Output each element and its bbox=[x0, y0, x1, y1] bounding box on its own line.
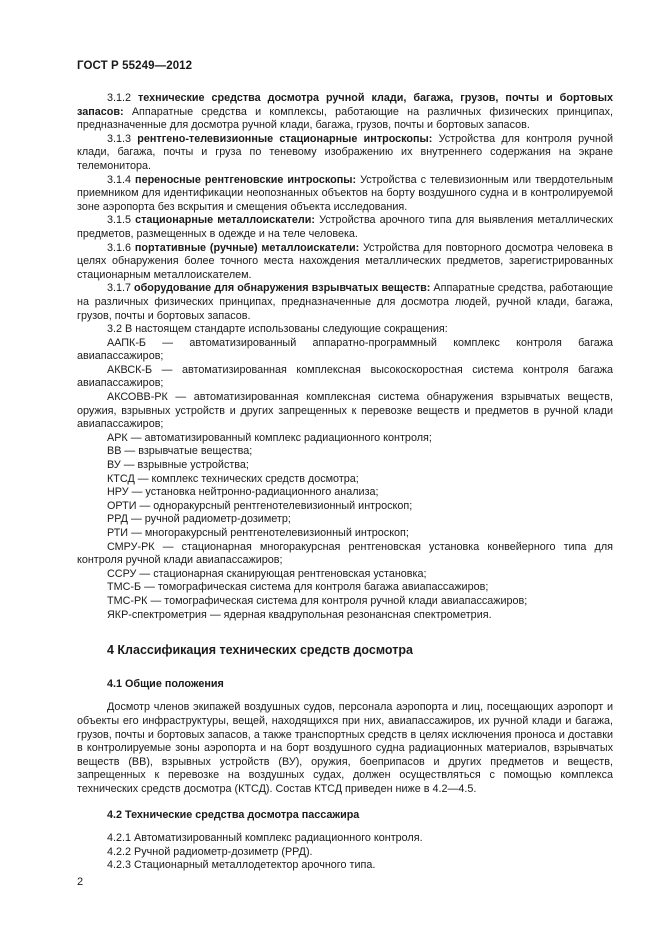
list-item: ТМС-Б — томографическая система для контроля багажа авиапассажиров; bbox=[107, 581, 489, 594]
definition-3-1-2: 3.1.2 технические средства досмотра ручной клади, багажа, грузов, почты и бортовых запасов: Аппаратные средства и комплексы, работающие на различных физических принципах, предназначенные для досмотра ручной клади, багажа, грузов, почты и бортовых запасов. bbox=[77, 92, 614, 132]
definition-3-1-4: 3.1.4 переносные рентгеновские интроскопы: Устройства с телевизионным или твердотельным приемником для идентификации неопознанных объектов на борту воздушного судна и в контролируемой зоне аэропорта без вскрытия и смещения объекта исследования. bbox=[77, 173, 614, 213]
section-4-heading: 4 Классификация технических средств досмотра bbox=[107, 643, 413, 658]
page-number: 2 bbox=[77, 876, 84, 888]
list-item: 4.2.2 Ручной радиометр-дозиметр (РРД). bbox=[107, 845, 313, 858]
list-item: АРК — автоматизированный комплекс радиационного контроля; bbox=[107, 431, 432, 444]
definition-3-1-5: 3.1.5 стационарные металлоискатели: Устройства арочного типа для выявления металлических предметов, размещенных в одежде и на теле человека. bbox=[77, 214, 614, 240]
list-item: ТМС-РК — томографическая система для контроля ручной клади авиапассажиров; bbox=[107, 594, 528, 607]
definition-3-1-3: 3.1.3 рентгено-телевизионные стационарные интроскопы: Устройства для контроля ручной клади, багажа, почты и груза по теневому изображению их внутреннего содержания на экране телемонитора. bbox=[77, 132, 614, 172]
abbreviations-list bbox=[77, 337, 613, 622]
list-item: 4.2.3 Стационарный металлодетектор арочного типа. bbox=[107, 859, 376, 872]
list-item: РРД — ручной радиометр-дозиметр; bbox=[107, 513, 291, 526]
list-item: АКСОВВ-РК — автоматизированная комплексная система обнаружения взрывчатых веществ, оружия, взрывных устройств и других запрещенных к перевозке веществ и предметов в ручной клади авиапассажиров; bbox=[77, 391, 613, 431]
list-item: 4.2.1 Автоматизированный комплекс радиационного контроля. bbox=[107, 832, 423, 845]
list-item: ВВ — взрывчатые вещества; bbox=[107, 445, 253, 458]
section-4-1-heading: 4.1 Общие положения bbox=[107, 677, 224, 690]
list-item: ААПК-Б — автоматизированный аппаратно-программный комплекс контроля багажа авиапассажиров; bbox=[77, 336, 613, 363]
section-4-1-text: Досмотр членов экипажей воздушных судов, персонала аэропорта и лиц, посещающих аэропорт и объекты его инфраструктуры, вещей, находящихся при них, авиапассажиров, их ручной клади и багажа, грузов, почты и бортовых запасов, а также транспортных средств в целях исключения проноса и доставки в контролируемые зоны аэропорта и на борт воздушного судна радиационных материалов, взрывчатых веществ (ВВ), взрывных устройств (ВУ), оружия, боеприпасов и других предметов и веществ, запрещенных к перевозке на воздушных судах, должен осуществляться с помощью комплекса технических средств досмотра (КТСД). Состав КТСД приведен ниже в 4.2—4.5. bbox=[77, 701, 613, 795]
definition-3-1-6: 3.1.6 портативные (ручные) металлоискатели: Устройства для повторного досмотра человека в целях обнаружения более точного места нахождения металлических предметов, зарегистрированных стационарным металлоискателем. bbox=[77, 241, 613, 281]
section-4-2-heading: 4.2 Технические средства досмотра пассажира bbox=[107, 808, 360, 821]
document-header: ГОСТ Р 55249—2012 bbox=[77, 60, 193, 72]
list-item: ВУ — взрывные устройства; bbox=[107, 459, 249, 472]
list-item: СМРУ-РК — стационарная многоракурсная рентгеновская установка конвейерного типа для контроля ручной клади авиапассажиров; bbox=[77, 540, 613, 567]
definition-3-1-7: 3.1.7 оборудование для обнаружения взрывчатых веществ: Аппаратные средства, работающие на различных физических принципах, предназначенные для досмотра людей, ручной клади, багажа, грузов, почты и бортовых запасов. bbox=[77, 282, 614, 322]
list-item: ОРТИ — одноракурсный рентгенотелевизионный интроскоп; bbox=[107, 499, 413, 512]
list-item: РТИ — многоракурсный рентгенотелевизионный интроскоп; bbox=[107, 527, 409, 539]
section-4-2-list bbox=[77, 832, 613, 873]
list-item: ЯКР-спектрометрия — ядерная квадрупольная резонансная спектрометрия. bbox=[107, 608, 492, 621]
page-content bbox=[77, 92, 613, 873]
list-item: НРУ — установка нейтронно-радиационного анализа; bbox=[107, 486, 379, 499]
list-item: КТСД — комплекс технических средств досмотра; bbox=[107, 472, 359, 485]
list-item: ССРУ — стационарная сканирующая рентгеновская установка; bbox=[107, 567, 427, 580]
list-item: АКВСК-Б — автоматизированная комплексная высокоскоростная система контроля багажа авиапассажиров; bbox=[77, 363, 613, 390]
abbreviations-intro: 3.2 В настоящем стандарте использованы следующие сокращения: bbox=[107, 323, 448, 336]
